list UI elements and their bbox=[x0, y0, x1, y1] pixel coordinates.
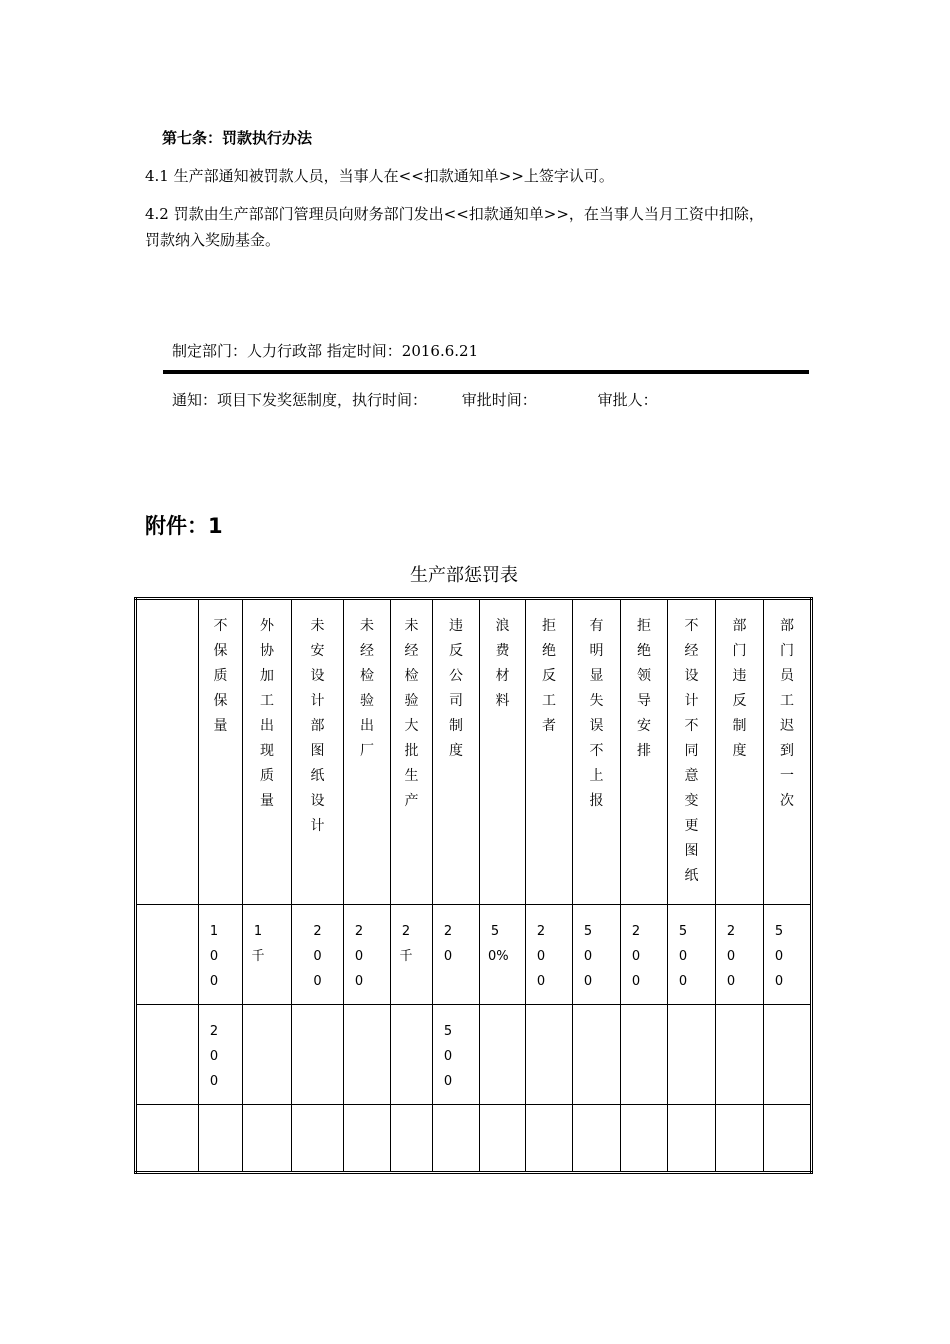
value-cell bbox=[480, 1104, 526, 1172]
header-cell: 不保质保量 bbox=[199, 599, 243, 905]
value-cell: 50% bbox=[480, 904, 526, 1004]
article-7-heading: 第七条：罚款执行办法 bbox=[162, 129, 313, 147]
value-cell: 500 bbox=[433, 1004, 480, 1104]
approval-time-label: 审批时间： bbox=[461, 391, 537, 409]
value-cell bbox=[199, 1104, 243, 1172]
table-row bbox=[136, 1004, 812, 1104]
table-title: 生产部惩罚表 bbox=[410, 565, 518, 586]
header-cell: 拒绝反工者 bbox=[526, 599, 573, 905]
value-cell bbox=[716, 1004, 764, 1104]
value-cell bbox=[344, 1104, 391, 1172]
value-cell: 200 bbox=[716, 904, 764, 1004]
value-cell bbox=[526, 1004, 573, 1104]
penalty-table bbox=[134, 597, 813, 1174]
value-cell bbox=[764, 1104, 812, 1172]
value-cell: 100 bbox=[199, 904, 243, 1004]
header-cell: 未经检验大批生产 bbox=[391, 599, 433, 905]
value-cell bbox=[292, 1104, 344, 1172]
approver-label: 审批人： bbox=[597, 391, 658, 409]
value-cell: 200 bbox=[344, 904, 391, 1004]
table-row bbox=[136, 904, 812, 1004]
header-cell: 不经设计不同意变更图纸 bbox=[668, 599, 716, 905]
value-cell bbox=[480, 1004, 526, 1104]
value-cell: 200 bbox=[526, 904, 573, 1004]
header-cell: 有明显失误不上报 bbox=[573, 599, 621, 905]
value-cell bbox=[292, 1004, 344, 1104]
table-header-row bbox=[136, 599, 812, 905]
article-7-item-4-2-line1: 4.2 罚款由生产部部门管理员向财务部门发出<<扣款通知单>>，在当事人当月工资中扣除， bbox=[145, 205, 764, 223]
value-cell bbox=[621, 1004, 668, 1104]
value-cell bbox=[573, 1104, 621, 1172]
value-cell bbox=[573, 1004, 621, 1104]
header-cell: 违反公司制度 bbox=[433, 599, 480, 905]
header-cell: 部门员工迟到一次 bbox=[764, 599, 812, 905]
value-cell bbox=[391, 1104, 433, 1172]
value-cell bbox=[526, 1104, 573, 1172]
header-cell: 浪费材料 bbox=[480, 599, 526, 905]
value-cell bbox=[668, 1004, 716, 1104]
value-cell: 200 bbox=[199, 1004, 243, 1104]
value-cell bbox=[391, 1004, 433, 1104]
row-label-cell bbox=[136, 904, 199, 1004]
row-label-cell bbox=[136, 1104, 199, 1172]
value-cell: 2千 bbox=[391, 904, 433, 1004]
article-7-item-4-1: 4.1 生产部通知被罚款人员，当事人在<<扣款通知单>>上签字认可。 bbox=[145, 167, 614, 185]
header-cell: 拒绝领导安排 bbox=[621, 599, 668, 905]
row-label-cell bbox=[136, 1004, 199, 1104]
value-cell: 500 bbox=[764, 904, 812, 1004]
value-cell bbox=[344, 1004, 391, 1104]
notice-line bbox=[172, 389, 658, 410]
issuing-department-line: 制定部门：人力行政部 指定时间：2016.6.21 bbox=[172, 342, 479, 360]
divider-rule bbox=[163, 370, 809, 374]
value-cell bbox=[243, 1004, 292, 1104]
value-cell: 1千 bbox=[243, 904, 292, 1004]
header-cell: 未经检验出厂 bbox=[344, 599, 391, 905]
value-cell: 500 bbox=[668, 904, 716, 1004]
notice-text: 通知：项目下发奖惩制度，执行时间： bbox=[172, 391, 428, 409]
table-row bbox=[136, 1104, 812, 1172]
value-cell: 20 bbox=[433, 904, 480, 1004]
header-cell: 外协加工出现质量 bbox=[243, 599, 292, 905]
header-cell: 未安设计部图纸设计 bbox=[292, 599, 344, 905]
value-cell bbox=[243, 1104, 292, 1172]
attachment-label: 附件：1 bbox=[145, 514, 223, 538]
value-cell bbox=[764, 1004, 812, 1104]
value-cell: 500 bbox=[573, 904, 621, 1004]
value-cell bbox=[621, 1104, 668, 1172]
value-cell bbox=[668, 1104, 716, 1172]
table-corner-cell bbox=[136, 599, 199, 905]
value-cell: 200 bbox=[621, 904, 668, 1004]
header-cell: 部门违反制度 bbox=[716, 599, 764, 905]
value-cell bbox=[716, 1104, 764, 1172]
value-cell bbox=[433, 1104, 480, 1172]
article-7-item-4-2-line2: 罚款纳入奖励基金。 bbox=[145, 231, 281, 249]
value-cell: 200 bbox=[292, 904, 344, 1004]
